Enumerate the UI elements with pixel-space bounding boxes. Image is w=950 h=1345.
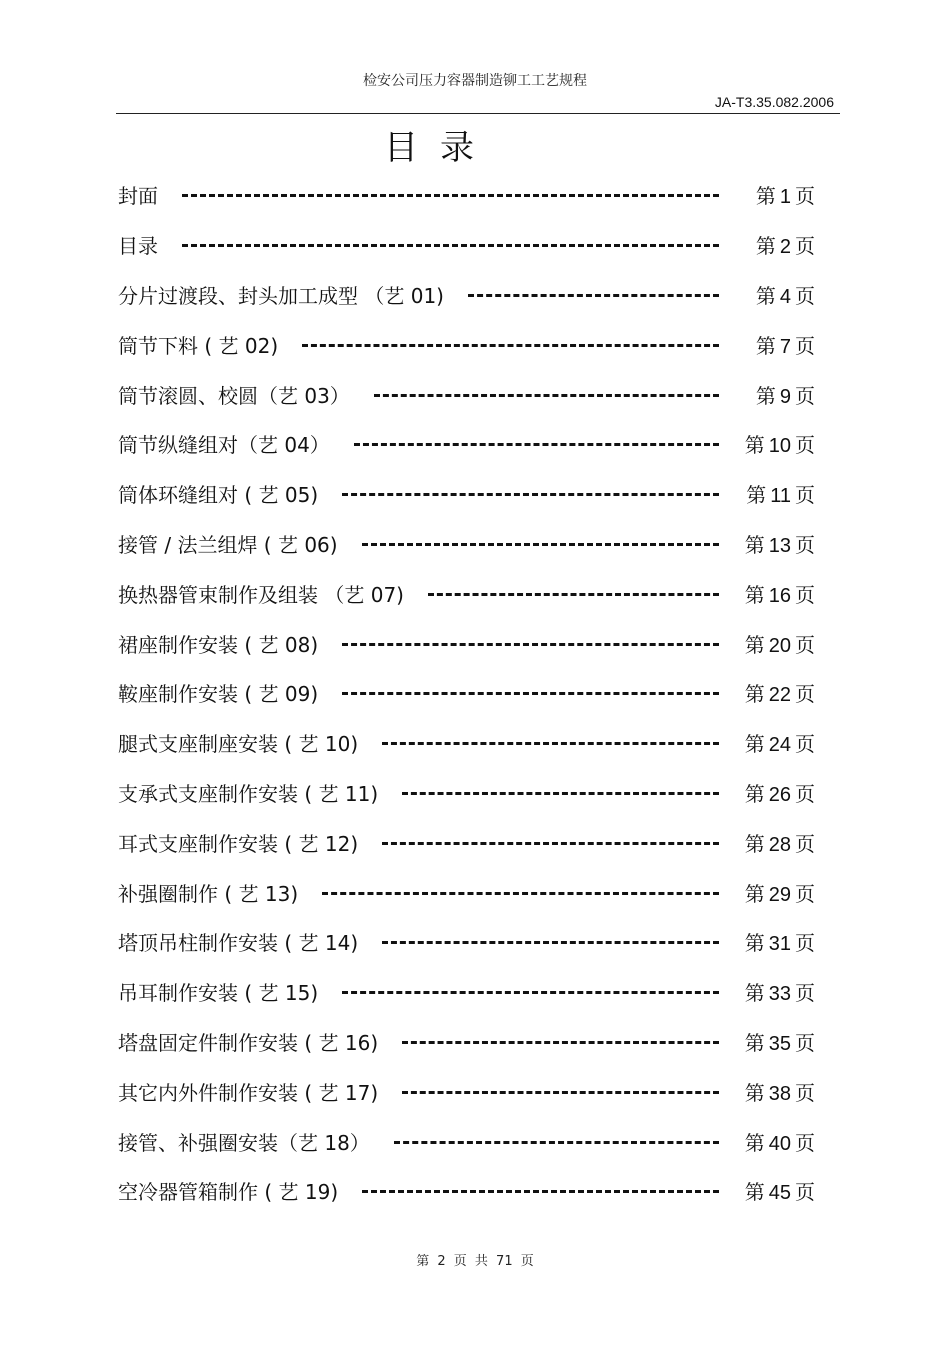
toc-page-prefix: 第 bbox=[755, 184, 776, 209]
toc-page-number: 31 bbox=[768, 933, 791, 956]
toc-page-number: 28 bbox=[768, 833, 791, 856]
toc-page-prefix: 第 bbox=[744, 433, 765, 458]
toc-page-suffix: 页 bbox=[795, 1080, 815, 1105]
toc-entry[interactable] bbox=[118, 768, 815, 818]
toc-entry-label: 塔顶吊柱制作安装 ( 艺 14) bbox=[118, 931, 359, 956]
toc-page-number: 11 bbox=[770, 485, 791, 508]
toc-page-suffix: 页 bbox=[795, 532, 815, 557]
toc-page-number: 2 bbox=[779, 236, 791, 259]
toc-page-suffix: 页 bbox=[795, 433, 815, 458]
toc-page-prefix: 第 bbox=[744, 831, 765, 856]
toc-entry-page bbox=[737, 778, 815, 807]
toc-dot-leader bbox=[374, 394, 719, 397]
toc-entry[interactable] bbox=[118, 220, 815, 270]
toc-entry[interactable] bbox=[118, 369, 815, 419]
header-title: 检安公司压力容器制造铆工工艺规程 bbox=[363, 73, 587, 89]
toc-page-suffix: 页 bbox=[795, 981, 815, 1006]
toc-entry-page bbox=[737, 1176, 815, 1205]
toc-page-suffix: 页 bbox=[795, 184, 815, 209]
toc-entry[interactable] bbox=[118, 319, 815, 369]
toc-page-prefix: 第 bbox=[755, 333, 776, 358]
toc-dot-leader bbox=[342, 991, 719, 994]
toc-entry-page bbox=[737, 1027, 815, 1056]
toc-entry-label: 支承式支座制作安装 ( 艺 11) bbox=[118, 781, 379, 806]
toc-entry-label: 塔盘固定件制作安装 ( 艺 16) bbox=[118, 1030, 379, 1055]
toc-page-suffix: 页 bbox=[795, 732, 815, 757]
toc-page-number: 35 bbox=[768, 1032, 791, 1055]
toc-dot-leader bbox=[402, 1041, 719, 1044]
toc-dot-leader bbox=[322, 892, 719, 895]
toc-page-suffix: 页 bbox=[795, 234, 815, 259]
toc-entry[interactable] bbox=[118, 568, 815, 618]
toc-page-prefix: 第 bbox=[744, 732, 765, 757]
toc-entry-label: 其它内外件制作安装 ( 艺 17) bbox=[118, 1080, 379, 1105]
toc-entry[interactable] bbox=[118, 1066, 815, 1116]
toc-entry-label: 耳式支座制作安装 ( 艺 12) bbox=[118, 831, 359, 856]
toc-entry-label: 筒体环缝组对 ( 艺 05) bbox=[118, 483, 319, 508]
toc-entry-page bbox=[737, 678, 815, 707]
toc-page-number: 10 bbox=[768, 435, 791, 458]
toc-page-prefix: 第 bbox=[755, 283, 776, 308]
toc-entry-label: 筒节滚圆、校圆（艺 03） bbox=[118, 383, 350, 408]
toc-entry-label: 接管 / 法兰组焊 ( 艺 06) bbox=[118, 532, 338, 557]
toc-entry-page bbox=[737, 180, 815, 209]
toc-entry-label: 鞍座制作安装 ( 艺 09) bbox=[118, 682, 319, 707]
document-code: JA-T3.35.082.2006 bbox=[714, 94, 834, 110]
toc-entry-page bbox=[737, 828, 815, 857]
toc-page-number: 38 bbox=[768, 1082, 791, 1105]
toc-entry-page bbox=[737, 579, 815, 608]
toc-entry-label: 腿式支座制座安装 ( 艺 10) bbox=[118, 732, 359, 757]
toc-entry-label: 空冷器管箱制作 ( 艺 19) bbox=[118, 1180, 339, 1205]
toc-page-number: 13 bbox=[768, 534, 791, 557]
toc-entry-label: 吊耳制作安装 ( 艺 15) bbox=[118, 981, 319, 1006]
toc-page-suffix: 页 bbox=[795, 582, 815, 607]
toc-page-prefix: 第 bbox=[744, 881, 765, 906]
toc-entry[interactable] bbox=[118, 270, 815, 320]
toc-entry-page bbox=[737, 977, 815, 1006]
toc-page-number: 40 bbox=[768, 1132, 791, 1155]
toc-page-prefix: 第 bbox=[744, 582, 765, 607]
toc-dot-leader bbox=[342, 493, 719, 496]
toc-page-prefix: 第 bbox=[744, 931, 765, 956]
toc-entry[interactable] bbox=[118, 1017, 815, 1067]
toc-entry-page bbox=[737, 230, 815, 259]
toc-page-number: 33 bbox=[768, 983, 791, 1006]
toc-entry[interactable] bbox=[118, 668, 815, 718]
toc-page-suffix: 页 bbox=[795, 831, 815, 856]
toc-dot-leader bbox=[382, 941, 719, 944]
toc-entry-label: 筒节纵缝组对（艺 04） bbox=[118, 433, 330, 458]
toc-page-number: 9 bbox=[779, 385, 791, 408]
toc-dot-leader bbox=[382, 842, 719, 845]
toc-entry-label: 筒节下料 ( 艺 02) bbox=[118, 333, 279, 358]
toc-page-number: 4 bbox=[779, 285, 791, 308]
toc-entry[interactable] bbox=[118, 419, 815, 469]
toc-page-suffix: 页 bbox=[795, 1180, 815, 1205]
toc-entry-label: 接管、补强圈安装（艺 18） bbox=[118, 1130, 370, 1155]
page-title: 目录 bbox=[384, 128, 496, 168]
toc-entry-page bbox=[737, 429, 815, 458]
toc-page-number: 24 bbox=[768, 734, 791, 757]
toc-entry-page bbox=[737, 728, 815, 757]
toc-entry-label: 换热器管束制作及组装 （艺 07) bbox=[118, 582, 404, 607]
toc-dot-leader bbox=[354, 443, 719, 446]
toc-page-number: 7 bbox=[779, 335, 791, 358]
toc-dot-leader bbox=[428, 593, 719, 596]
toc-entry-page bbox=[737, 330, 815, 359]
toc-page-number: 16 bbox=[768, 584, 791, 607]
toc-dot-leader bbox=[182, 194, 719, 197]
toc-page-prefix: 第 bbox=[746, 483, 767, 508]
toc-entry-page bbox=[737, 529, 815, 558]
toc-dot-leader bbox=[402, 792, 719, 795]
page-footer: 第 2 页 共 71 页 bbox=[416, 1254, 534, 1269]
toc-entry[interactable] bbox=[118, 618, 815, 668]
table-of-contents bbox=[118, 170, 815, 1216]
toc-entry-label: 封面 bbox=[118, 184, 158, 209]
toc-page-number: 20 bbox=[768, 634, 791, 657]
toc-page-prefix: 第 bbox=[744, 632, 765, 657]
toc-page-prefix: 第 bbox=[744, 781, 765, 806]
toc-entry-page bbox=[737, 479, 815, 508]
toc-page-prefix: 第 bbox=[744, 1030, 765, 1055]
toc-entry-page bbox=[737, 280, 815, 309]
toc-dot-leader bbox=[362, 1190, 719, 1193]
toc-entry-label: 补强圈制作 ( 艺 13) bbox=[118, 881, 299, 906]
toc-page-number: 29 bbox=[768, 883, 791, 906]
toc-page-number: 45 bbox=[768, 1182, 791, 1205]
toc-page-prefix: 第 bbox=[755, 234, 776, 259]
toc-dot-leader bbox=[362, 543, 719, 546]
toc-page-suffix: 页 bbox=[795, 682, 815, 707]
toc-entry[interactable] bbox=[118, 917, 815, 967]
toc-page-suffix: 页 bbox=[795, 881, 815, 906]
toc-page-prefix: 第 bbox=[744, 981, 765, 1006]
toc-page-number: 26 bbox=[768, 783, 791, 806]
toc-entry-page bbox=[737, 1077, 815, 1106]
toc-page-prefix: 第 bbox=[744, 1130, 765, 1155]
toc-page-suffix: 页 bbox=[795, 383, 815, 408]
toc-entry-page bbox=[737, 629, 815, 658]
toc-entry[interactable] bbox=[118, 718, 815, 768]
toc-dot-leader bbox=[342, 692, 719, 695]
toc-dot-leader bbox=[182, 244, 719, 247]
toc-page-number: 22 bbox=[768, 684, 791, 707]
toc-entry[interactable] bbox=[118, 1166, 815, 1216]
toc-entry-page bbox=[737, 878, 815, 907]
toc-entry[interactable] bbox=[118, 867, 815, 917]
toc-page-number: 1 bbox=[779, 186, 791, 209]
toc-entry-label: 目录 bbox=[118, 234, 158, 259]
toc-page-suffix: 页 bbox=[795, 781, 815, 806]
toc-dot-leader bbox=[402, 1091, 719, 1094]
toc-page-prefix: 第 bbox=[755, 383, 776, 408]
toc-entry[interactable] bbox=[118, 1116, 815, 1166]
toc-entry[interactable] bbox=[118, 967, 815, 1017]
toc-dot-leader bbox=[468, 294, 719, 297]
toc-dot-leader bbox=[302, 344, 719, 347]
toc-page-prefix: 第 bbox=[744, 682, 765, 707]
toc-dot-leader bbox=[394, 1141, 719, 1144]
toc-dot-leader bbox=[342, 643, 719, 646]
toc-entry-page bbox=[737, 1127, 815, 1156]
toc-page-suffix: 页 bbox=[795, 632, 815, 657]
toc-page-prefix: 第 bbox=[744, 1080, 765, 1105]
toc-page-suffix: 页 bbox=[795, 283, 815, 308]
toc-entry[interactable] bbox=[118, 519, 815, 569]
toc-page-suffix: 页 bbox=[795, 483, 815, 508]
toc-entry[interactable] bbox=[118, 469, 815, 519]
header-divider bbox=[116, 113, 840, 114]
toc-entry[interactable] bbox=[118, 170, 815, 220]
toc-entry-page bbox=[737, 380, 815, 409]
toc-entry[interactable] bbox=[118, 817, 815, 867]
toc-page-prefix: 第 bbox=[744, 532, 765, 557]
toc-page-prefix: 第 bbox=[744, 1180, 765, 1205]
toc-page-suffix: 页 bbox=[795, 931, 815, 956]
toc-page-suffix: 页 bbox=[795, 333, 815, 358]
toc-dot-leader bbox=[382, 742, 719, 745]
toc-entry-page bbox=[737, 927, 815, 956]
toc-entry-label: 裙座制作安装 ( 艺 08) bbox=[118, 632, 319, 657]
toc-page-suffix: 页 bbox=[795, 1130, 815, 1155]
toc-page-suffix: 页 bbox=[795, 1030, 815, 1055]
toc-entry-label: 分片过渡段、封头加工成型 （艺 01) bbox=[118, 283, 444, 308]
